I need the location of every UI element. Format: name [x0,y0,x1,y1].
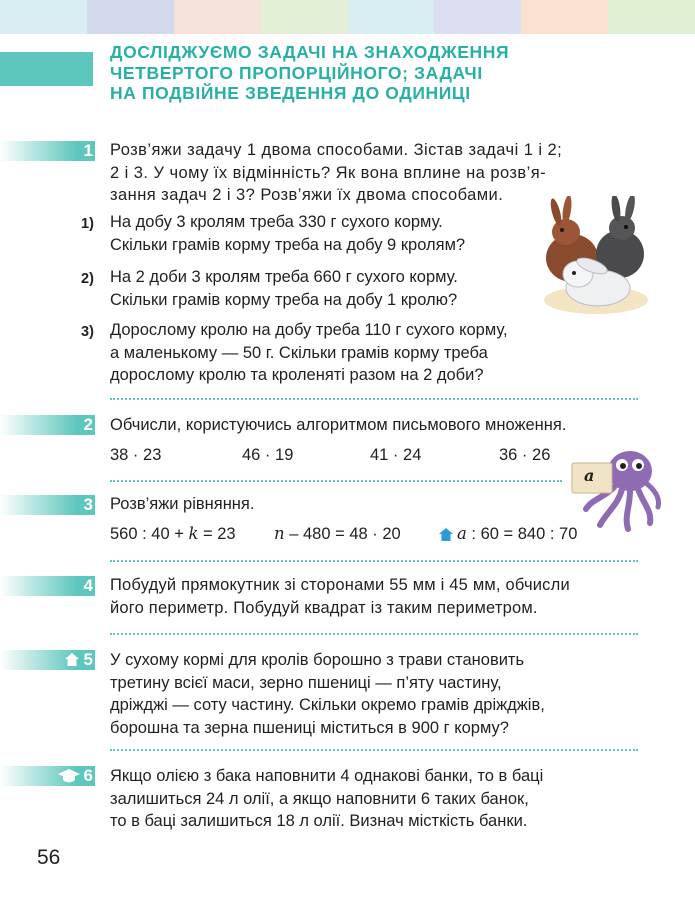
task-number-badge [0,495,95,515]
subtask-label: 2) [81,271,94,287]
stripe [87,0,174,34]
task-number-badge [0,766,95,786]
header-stripes [0,0,695,34]
eq-variable: n [274,524,285,543]
text-line: Скільки грамів корму треба на добу 1 кролю? [110,290,458,309]
task-3-text: Розв’яжи рівняння. [110,495,255,513]
task-4-text [110,574,570,619]
expression: 41 · 24 [370,446,422,464]
text-line: Скільки грамів корму треба на добу 9 кролям? [110,235,466,254]
stripe [261,0,348,34]
task-number-badge [0,141,95,161]
expression: 46 · 19 [242,446,294,464]
text-line: Якщо олією з бака наповнити 4 однакові банки, то в баці [110,767,544,785]
title-line: НА ПОДВІЙНЕ ЗВЕДЕННЯ ДО ОДИНИЦІ [110,83,471,103]
subtask-3-text [110,319,508,387]
task-number-badge [0,415,95,435]
lesson-title [110,42,670,104]
eq-part: : 60 = 840 : 70 [466,525,578,543]
text-line: третину всієї маси, зерно пшениці — п’яту частину, [110,673,502,692]
task-5-text [110,649,545,739]
text-line: Побудуй прямокутник зі сторонами 55 мм і 45 мм, обчисли [110,576,570,594]
section-divider [110,398,638,400]
eq-part: = 23 [198,525,236,543]
stripe [434,0,521,34]
text-line: 2 і 3. У чому їх відмінність? Як вона вплине на розв’я- [110,163,547,182]
equation-1 [110,523,236,545]
stripe [0,0,87,34]
text-line: а маленькому — 50 г. Скільки грамів корму треба [110,343,488,362]
text-line: У сухому кормі для кролів борошно з трави становить [110,651,525,669]
task-number: 6 [83,766,93,785]
section-divider [110,633,638,635]
task-number: 5 [83,650,93,669]
task-number: 1 [83,141,93,160]
equation-2 [274,523,401,545]
text-line: Розв’яжи задачу 1 двома способами. Зістав задачі 1 і 2; [110,141,563,159]
task-number: 3 [83,495,93,514]
subtask-2-text [110,266,458,311]
title-line: ЧЕТВЕРТОГО ПРОПОРЦІЙНОГО; ЗАДАЧІ [110,62,483,83]
text-line: На 2 доби 3 кролям треба 660 г сухого корму. [110,268,458,286]
eq-variable: k [188,524,199,543]
eq-part: 560 : 40 + [110,525,189,543]
stripe [521,0,608,34]
text-line: то в баці залишиться 18 л олії. Визнач місткість банки. [110,812,528,830]
subtask-label: 3) [81,324,94,340]
eq-variable: a [457,524,467,543]
task-2-text: Обчисли, користуючись алгоритмом письмового множення. [110,416,567,434]
task-number-badge [0,576,95,596]
task-number: 2 [83,415,93,434]
text-line: дорослому кролю та кроленяті разом на 2 доби? [110,366,484,384]
section-divider [110,749,638,751]
rabbits-illustration [540,196,650,316]
text-line: залишиться 24 л олії, а якщо наповнити 6 таких банок, [110,789,529,808]
equation-3 [457,523,577,545]
graduation-cap-icon [58,769,80,783]
section-divider [110,480,562,482]
card-letter: a [584,466,595,485]
eq-part: – 480 = 48 · 20 [284,525,401,543]
home-icon [439,528,453,541]
text-line: його периметр. Побудуй квадрат із таким периметром. [110,598,538,617]
subtask-label: 1) [81,216,94,232]
expression: 38 · 23 [110,446,162,464]
text-line: борошна та зерна пшениці міститься в 900 г корму? [110,718,509,737]
task-6-text [110,765,543,833]
text-line: Дорослому кролю на добу треба 110 г сухого корму, [110,321,508,339]
title-line: ДОСЛІДЖУЄМО ЗАДАЧІ НА ЗНАХОДЖЕННЯ [110,42,510,62]
task-1-text [110,139,562,207]
octopus-illustration [566,447,662,533]
page-number: 56 [37,846,61,869]
text-line: зання задач 2 і 3? Розв’яжи їх двома способами. [110,186,504,204]
title-accent-bar [0,52,93,86]
subtask-1-text [110,211,465,256]
task-number-badge [0,650,95,670]
expression: 36 · 26 [499,446,551,464]
home-icon [65,653,79,666]
stripe [608,0,695,34]
task-number: 4 [83,576,93,595]
stripe [348,0,435,34]
section-divider [110,560,638,562]
stripe [174,0,261,34]
text-line: На добу 3 кролям треба 330 г сухого корму. [110,213,443,231]
text-line: дріжджі — соту частину. Скільки окремо грамів дріжджів, [110,696,545,714]
